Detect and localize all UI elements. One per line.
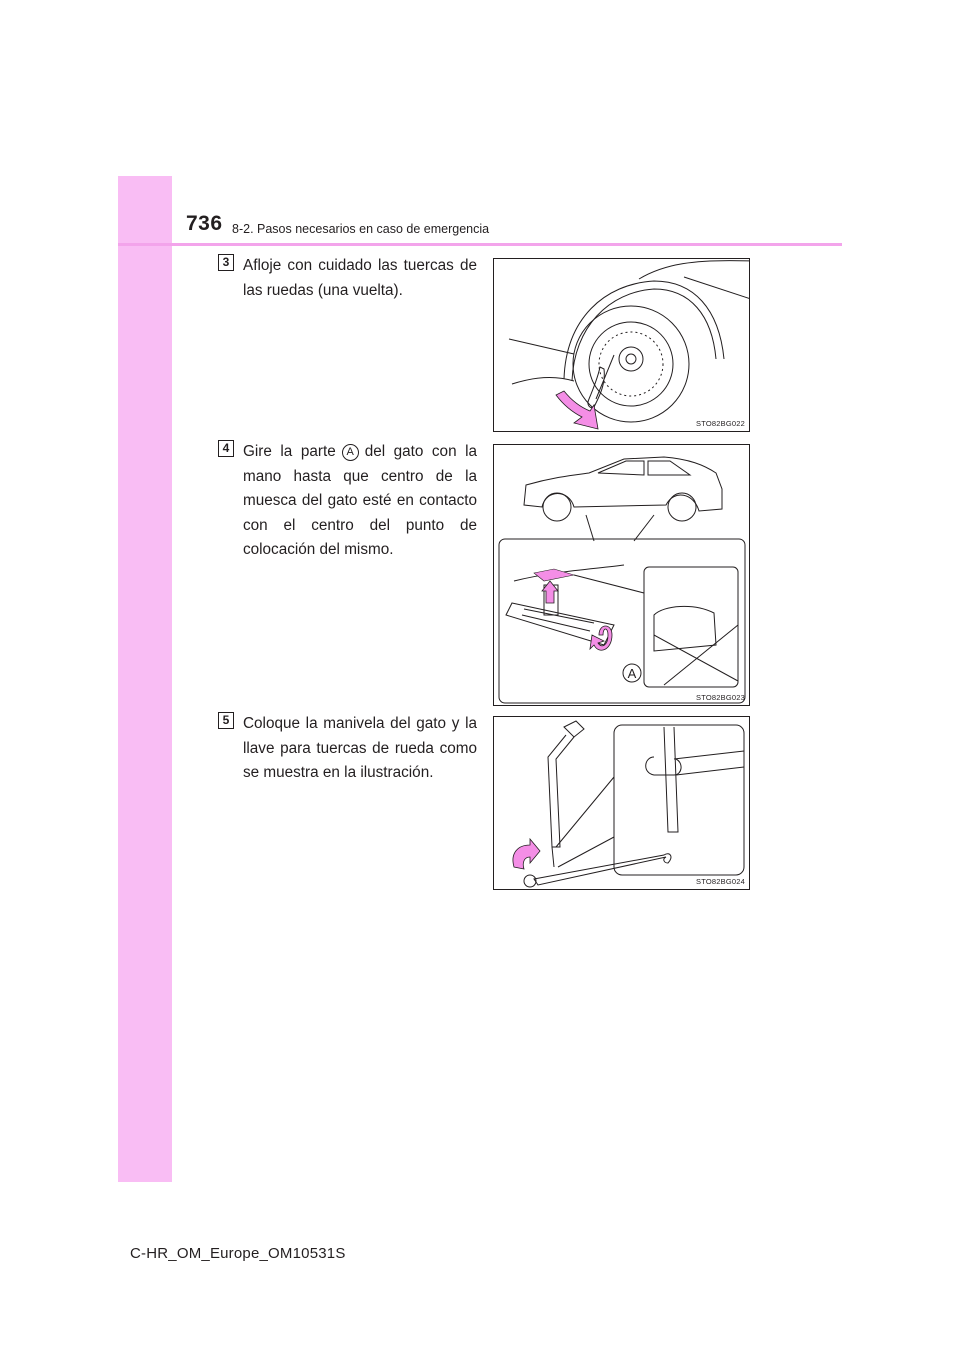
rotate-arrow-icon [590, 626, 612, 650]
figure-code: STO82BG024 [696, 877, 745, 886]
push-arrow-icon [513, 839, 540, 869]
handle-illustration [494, 717, 750, 890]
chapter-sidebar-tab [118, 176, 172, 1182]
callout-label: A [342, 444, 359, 461]
figure-code: STO82BG023 [696, 693, 745, 702]
page-number: 736 [186, 212, 223, 235]
step-number-badge: 5 [218, 712, 234, 729]
figure-callout-label: A [627, 666, 637, 681]
figure-code: STO82BG022 [696, 419, 745, 428]
jack-illustration [494, 445, 750, 706]
document-footer: C-HR_OM_Europe_OM10531S [130, 1245, 346, 1262]
step-number-badge: 4 [218, 440, 234, 457]
figure-jack-position [493, 444, 750, 706]
step-instruction: Afloje con cuidado las tuercas de las ruedas (una vuelta). [243, 257, 477, 299]
wheel-illustration [494, 259, 750, 432]
turn-arrow-icon [556, 391, 598, 429]
figure-jack-handle-assembly [493, 716, 750, 890]
section-title: 8-2. Pasos necesarios en caso de emergencia [232, 222, 490, 236]
step-instruction: Coloque la manivela del gato y la llave para tuercas de rueda como se muestra en la ilustración. [243, 715, 477, 781]
step-number-badge: 3 [218, 254, 234, 271]
step-instruction [243, 440, 477, 563]
figure-loosen-lug-nuts [493, 258, 750, 432]
header-divider [118, 243, 842, 246]
step-text-before: Gire la parte [243, 443, 336, 460]
step-text-after: del gato con la mano hasta que centro de la muesca del gato esté en contacto con el centro del punto de colocación del mismo. [243, 443, 477, 558]
